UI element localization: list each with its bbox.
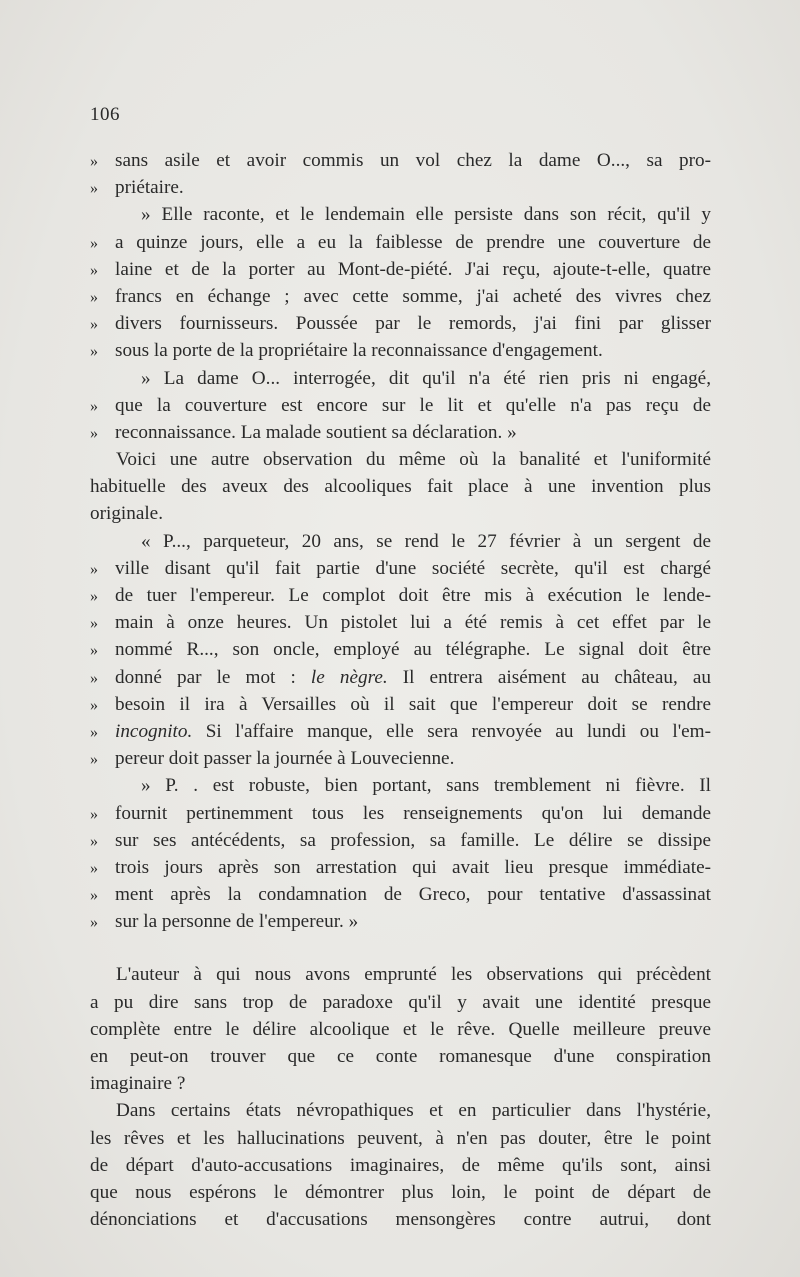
text-line [90, 1097, 711, 1124]
text-line [90, 201, 711, 228]
line-text-before: donné par le mot : [115, 666, 311, 688]
text-line [90, 392, 711, 419]
text-line [90, 337, 711, 364]
line-text: reconnaissance. La malade soutient sa déclaration. » [115, 421, 517, 443]
line-text: de tuer l'empereur. Le complot doit être mis à exécution le lende- [115, 585, 711, 606]
line-text: fournit pertinemment tous les renseignements qu'on lui demande [115, 802, 711, 824]
guillemet-mark: » [90, 424, 98, 442]
text-line [90, 1070, 711, 1097]
paragraph-commentary [90, 961, 711, 1233]
text-line [90, 745, 711, 772]
text-line [90, 989, 711, 1016]
line-text: ment après la condamnation de Greco, pour tentative d'assassinat [115, 884, 711, 906]
text-line [90, 827, 711, 854]
line-text: que la couverture est encore sur le lit et qu'elle n'a pas reçu de [115, 394, 711, 416]
line-text: dénonciations et d'accusations mensongères contre autrui, dont [90, 1209, 711, 1231]
text-line [90, 1125, 711, 1152]
text-line [90, 174, 711, 201]
line-text: que nous espérons le démontrer plus loin, le point de départ de [90, 1181, 711, 1203]
paragraph-case-dame-o [90, 147, 711, 446]
line-text: main à onze heures. Un pistolet lui a été remis à cet effet par le [115, 612, 711, 634]
page-number: 106 [90, 104, 120, 125]
line-text [115, 664, 711, 691]
line-text: ville disant qu'il fait partie d'une société secrète, qu'il est chargé [115, 557, 711, 579]
guillemet-mark: » [90, 397, 98, 415]
line-text: priétaire. [115, 177, 184, 199]
guillemet-mark: » [90, 234, 98, 252]
guillemet-mark: » [90, 180, 98, 198]
line-text: originale. [90, 503, 163, 525]
guillemet-mark: » [90, 560, 98, 578]
text-line [90, 908, 711, 935]
paragraph-gap [90, 935, 711, 961]
paragraph-case-parqueteur [90, 528, 711, 936]
text-line [90, 664, 711, 691]
line-text: nommé R..., son oncle, employé au télégraphe. Le signal doit être [115, 639, 711, 661]
line-text: les rêves et les hallucinations peuvent, à n'en pas douter, être le point [90, 1127, 711, 1149]
line-text: trois jours après son arrestation qui avait lieu presque immédiate- [115, 856, 711, 878]
text-line [90, 636, 711, 663]
text-line [90, 582, 711, 609]
line-text: de départ d'auto-accusations imaginaires, de même qu'ils sont, ainsi [90, 1154, 711, 1176]
text-line [90, 446, 711, 473]
text-line [90, 1179, 711, 1206]
line-text [115, 718, 711, 745]
text-line [90, 881, 711, 908]
text-line [90, 691, 711, 718]
guillemet-mark: » [90, 859, 98, 877]
line-text: pereur doit passer la journée à Louvecienne. [115, 748, 455, 770]
line-text: besoin il ira à Versailles où il sait que l'empereur doit se rendre [115, 693, 711, 715]
guillemet-mark: » [90, 316, 98, 334]
line-text: » Elle raconte, et le lendemain elle persiste dans son récit, qu'il y [141, 204, 711, 226]
text-line [90, 528, 711, 555]
text-line [90, 147, 711, 174]
line-text: L'auteur à qui nous avons emprunté les observations qui précèdent [116, 964, 711, 986]
guillemet-mark: » [90, 887, 98, 905]
guillemet-mark: » [90, 805, 98, 823]
line-text: a quinze jours, elle a eu la faiblesse de prendre une couverture de [115, 231, 711, 253]
text-line [90, 800, 711, 827]
line-text: divers fournisseurs. Poussée par le remords, j'ai fini par glisser [115, 313, 711, 335]
text-line [90, 1043, 711, 1070]
line-text: sur ses antécédents, sa profession, sa famille. Le délire se dissipe [115, 829, 711, 851]
guillemet-mark: » [90, 615, 98, 633]
guillemet-mark: » [90, 914, 98, 932]
line-text: imaginaire ? [90, 1073, 186, 1095]
italic-phrase: le nègre. [310, 666, 388, 688]
guillemet-mark: » [90, 261, 98, 279]
line-text: « P..., parqueteur, 20 ans, se rend le 27 février à un sergent de [141, 530, 711, 552]
italic-phrase: incognito. [115, 720, 193, 742]
body-text [90, 147, 711, 1233]
text-line [90, 229, 711, 256]
guillemet-mark: » [90, 751, 98, 769]
guillemet-mark: » [90, 669, 98, 687]
text-line [90, 1152, 711, 1179]
text-line [90, 310, 711, 337]
guillemet-mark: » [90, 288, 98, 306]
text-line [90, 473, 711, 500]
line-text-after: Si l'affaire manque, elle sera renvoyée au lundi ou l'em- [192, 720, 711, 742]
line-text: » P. . est robuste, bien portant, sans tremblement ni fièvre. Il [141, 775, 711, 797]
line-text: a pu dire sans trop de paradoxe qu'il y avait une identité presque [90, 991, 711, 1013]
line-text: sans asile et avoir commis un vol chez la dame O..., sa pro- [115, 150, 711, 171]
text-line [90, 500, 711, 527]
line-text: sous la porte de la propriétaire la reconnaissance d'engagement. [115, 340, 603, 362]
text-line [90, 961, 711, 988]
text-line [90, 609, 711, 636]
text-line [90, 365, 711, 392]
text-line [90, 772, 711, 799]
guillemet-mark: » [90, 832, 98, 850]
text-line [90, 1206, 711, 1233]
text-line [90, 256, 711, 283]
text-line [90, 283, 711, 310]
line-text: sur la personne de l'empereur. » [115, 911, 359, 933]
line-text: francs en échange ; avec cette somme, j'ai acheté des vivres chez [115, 285, 711, 307]
text-line [90, 419, 711, 446]
text-line [90, 854, 711, 881]
guillemet-mark: » [90, 153, 98, 170]
guillemet-mark: » [90, 642, 98, 660]
line-text: Dans certains états névropathiques et en particulier dans l'hystérie, [116, 1100, 711, 1122]
line-text: habituelle des aveux des alcooliques fait place à une invention plus [90, 476, 711, 498]
line-text: Voici une autre observation du même où la banalité et l'uniformité [116, 449, 711, 471]
line-text: » La dame O... interrogée, dit qu'il n'a été rien pris ni engagé, [141, 367, 711, 389]
guillemet-mark: » [90, 696, 98, 714]
text-line [90, 718, 711, 745]
line-text: complète entre le délire alcoolique et le rêve. Quelle meilleure preuve [90, 1018, 711, 1040]
text-line [90, 1016, 711, 1043]
paragraph-introduction [90, 446, 711, 528]
line-text: en peut-on trouver que ce conte romanesque d'une conspiration [90, 1046, 711, 1067]
line-text: laine et de la porter au Mont-de-piété. J'ai reçu, ajoute-t-elle, quatre [115, 258, 711, 280]
guillemet-mark: » [90, 588, 98, 605]
line-text-after: Il entrera aisément au château, au [387, 666, 711, 688]
text-line [90, 555, 711, 582]
guillemet-mark: » [90, 343, 98, 361]
guillemet-mark: » [90, 723, 98, 741]
